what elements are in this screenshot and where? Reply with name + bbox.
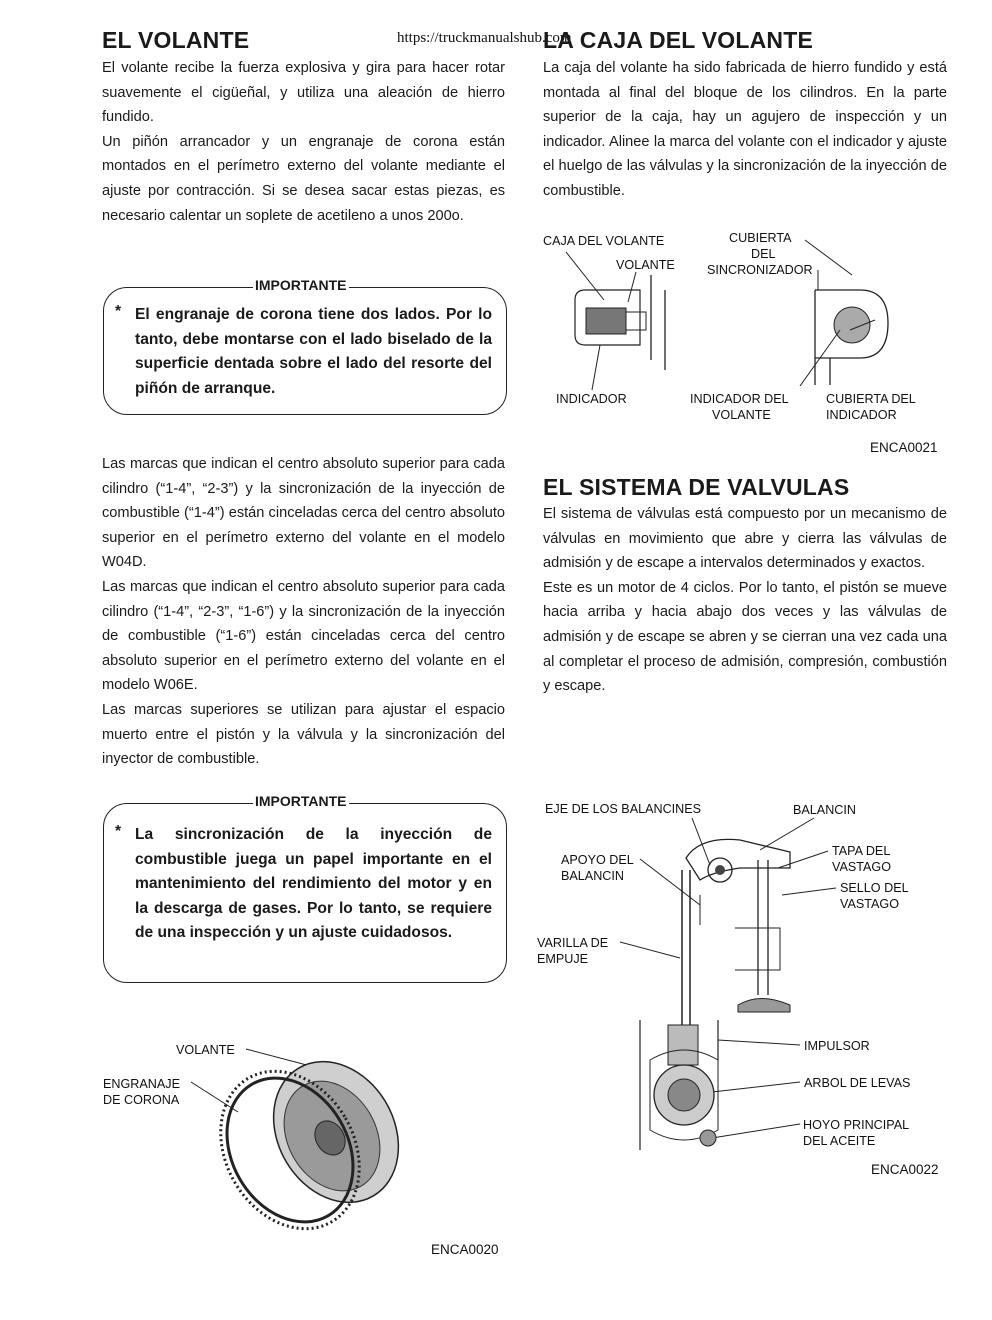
heading-caja-del-volante: LA CAJA DEL VOLANTE: [543, 27, 814, 53]
paragraph: Las marcas que indican el centro absoluto superior para cada cilindro (“1-4”, “2-3”) y la sincronización de la inyección de combustible (“1-4”) están cinceladas cerca del centro absoluto superior en el perímetro externo del volante en el modelo W04D.: [102, 456, 505, 571]
figure-code: ENCA0020: [431, 1242, 499, 1257]
label-hoyo-principal: HOYO PRINCIPAL: [803, 1118, 910, 1132]
label-del: DEL: [751, 247, 776, 261]
label-balancin: BALANCIN: [793, 803, 856, 817]
label-empuje: EMPUJE: [537, 952, 589, 966]
label-volante-2: VOLANTE: [712, 408, 771, 422]
figure-code: ENCA0021: [870, 440, 938, 455]
asterisk: *: [115, 303, 122, 320]
label-sello-vastago: VASTAGO: [840, 897, 900, 911]
label-cubierta: CUBIERTA: [729, 231, 792, 245]
paragraph: Este es un motor de 4 ciclos. Por lo tanto, el pistón se mueve hacia arriba y hacia abajo dos veces y las válvulas de admisión y de escape se abren y se cierran una vez cada una al completar el proceso de admisión, compresión, combustión y escape.: [543, 579, 947, 695]
label-volante: VOLANTE: [176, 1043, 235, 1057]
label-del-aceite: DEL ACEITE: [803, 1134, 876, 1148]
label-indicador-2: INDICADOR: [826, 408, 897, 422]
paragraph: La caja del volante ha sido fabricada de hierro fundido y está montada al final del bloque de los cilindros. En la parte superior de la caja, hay un agujero de inspección y un indicador. Alinee la marca del volante con el indicador y ajuste el huelgo de las válvulas y la sincronización de la inyección de combustible.: [543, 60, 947, 199]
paragraph: Las marcas superiores se utilizan para ajustar el espacio muerto entre el pistón y la válvula y la sincronización del inyector de combustible.: [102, 701, 505, 768]
label-volante: VOLANTE: [616, 258, 675, 272]
important-text: La sincronización de la inyección de combustible juega un papel importante en el mantenimiento del rendimiento del motor y en la descarga de gases. Por lo tanto, se requiere de una inspección y un ajuste cuidadosos.: [135, 826, 492, 942]
label-sincronizador: SINCRONIZADOR: [707, 263, 813, 277]
paragraph: Un piñón arrancador y un engranaje de corona están montados en el perímetro externo del volante mediante el ajuste por contracción. Si se desea sacar estas piezas, es necesario calentar un soplete de acetileno a unos 200o.: [102, 133, 505, 224]
label-arbol-de-levas: ARBOL DE LEVAS: [804, 1076, 911, 1090]
label-apoyo-balancin: BALANCIN: [561, 869, 624, 883]
label-tapa-vastago: VASTAGO: [832, 860, 892, 874]
heading-sistema-de-valvulas: EL SISTEMA DE VALVULAS: [543, 474, 850, 500]
paragraph: Las marcas que indican el centro absoluto superior para cada cilindro (“1-4”, “2-3”, “1-6”) y la sincronización de la inyección de combustible (“1-6”) están cinceladas cerca del centro absoluto superior en el perímetro externo del volante en el modelo W06E.: [102, 578, 505, 694]
heading-el-volante: EL VOLANTE: [102, 27, 250, 53]
paragraph: El volante recibe la fuerza explosiva y gira para hacer rotar suavemente el cigüeñal, y utiliza una aleación de hierro fundido.: [102, 60, 505, 126]
important-label: IMPORTANTE: [255, 793, 347, 809]
label-de-corona: DE CORONA: [103, 1093, 180, 1107]
label-indicador-del: INDICADOR DEL: [690, 392, 789, 406]
important-label: IMPORTANTE: [255, 277, 347, 293]
watermark-url[interactable]: https://truckmanualshub.com: [397, 30, 572, 46]
label-impulsor: IMPULSOR: [804, 1039, 870, 1053]
figure-code: ENCA0022: [871, 1162, 939, 1177]
label-varilla-de: VARILLA DE: [537, 936, 609, 950]
label-tapa-del: TAPA DEL: [832, 844, 891, 858]
label-cubierta-del: CUBIERTA DEL: [826, 392, 916, 406]
label-apoyo-del: APOYO DEL: [561, 853, 634, 867]
label-caja-del-volante: CAJA DEL VOLANTE: [543, 234, 665, 248]
asterisk: *: [115, 823, 122, 840]
important-text: El engranaje de corona tiene dos lados. Por lo tanto, debe montarse con el lado biselado de la superficie dentada sobre el lado del resorte del piñón de arranque.: [135, 306, 492, 397]
label-indicador: INDICADOR: [556, 392, 627, 406]
label-engranaje: ENGRANAJE: [103, 1077, 180, 1091]
label-eje: EJE DE LOS BALANCINES: [545, 802, 702, 816]
label-sello-del: SELLO DEL: [840, 881, 909, 895]
paragraph: El sistema de válvulas está compuesto por un mecanismo de válvulas en movimiento que abre y cierra las válvulas de admisión y de escape a intervalos determinados y exactos.: [543, 506, 947, 572]
